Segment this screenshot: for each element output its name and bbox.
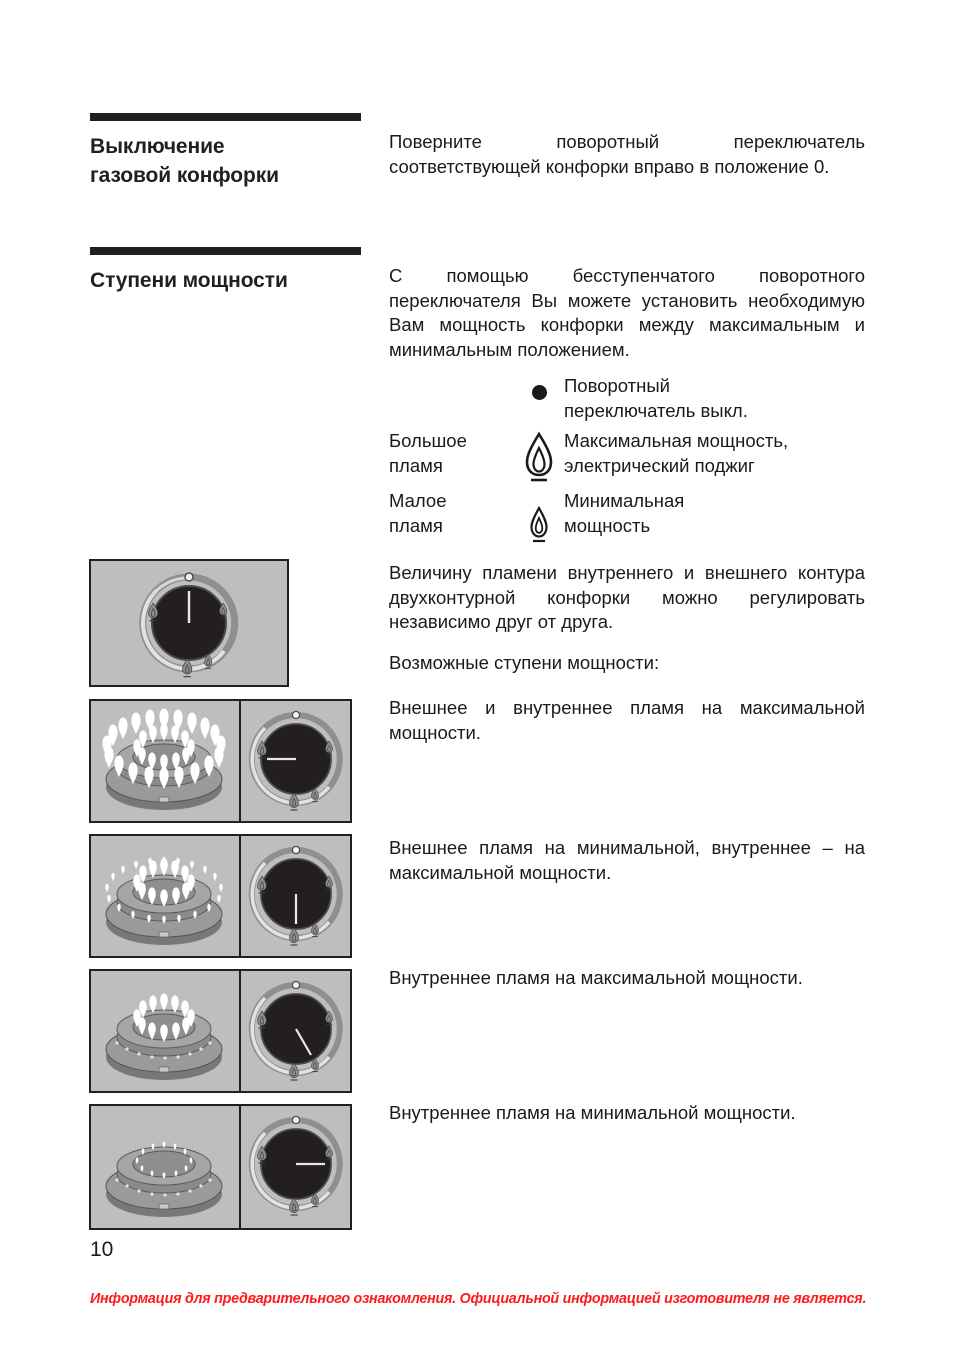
symbol-legend [389, 374, 865, 555]
legend-small-flame-symbol [514, 489, 564, 549]
knob-illustration-outer-min-inner-max [241, 836, 352, 956]
small-flame-icon [522, 497, 556, 549]
legend-off-description-line2: переключатель выкл. [564, 399, 748, 421]
legend-large-flame-description-line2: электрический поджиг [564, 454, 755, 476]
section-heading-1 [90, 132, 380, 190]
section-heading-2-line1: Ступени мощности [90, 269, 288, 292]
legend-large-flame-description-line1: Максимальная мощность, [564, 430, 789, 451]
page-number: 10 [90, 1238, 114, 1261]
section-heading-1-line1: Выключение [90, 135, 225, 158]
section-heading-1-line2: газовой конфорки [90, 164, 279, 187]
legend-row-large-flame [389, 429, 865, 483]
figure-inner-min [89, 1104, 352, 1230]
paragraph-level-3 [389, 966, 865, 991]
figure-outer-max-inner-max [89, 699, 352, 823]
burner-illustration-inner-min [91, 1106, 237, 1228]
section-body-2-text: С помощью бесступенчатого поворотного переключателя Вы можете установить необходимую Вам мощность конфорки между максимальным и минимальным положением. [389, 265, 865, 360]
dot-icon [532, 385, 547, 400]
section-body-2 [389, 264, 865, 362]
knob-illustration-inner-max [241, 971, 352, 1091]
paragraph-possible-levels-text: Возможные ступени мощности: [389, 652, 660, 673]
knob-illustration-inner-min [241, 1106, 352, 1228]
section-body-1-text: Поверните поворотный переключатель соответствующей конфорки вправо в положение 0. [389, 131, 865, 177]
legend-off-description [564, 374, 865, 423]
paragraph-level-1 [389, 696, 865, 745]
section-body-1 [389, 130, 865, 179]
paragraph-possible-levels [389, 651, 865, 676]
legend-large-flame-symbol [514, 429, 564, 483]
knob-illustration-outer-max-inner-max [241, 701, 352, 821]
section-rule-2 [90, 247, 361, 255]
section-heading-2 [90, 266, 380, 295]
disclaimer-text: Информация для предварительного ознакомления. Официальной информацией изготовителя не является. [90, 1291, 867, 1307]
figure-outer-min-inner-max [89, 834, 352, 958]
large-flame-icon [522, 431, 556, 483]
knob-overview-illustration [91, 561, 287, 685]
paragraph-regulation-text: Величину пламени внутреннего и внешнего контура двухконтурной конфорки можно регулировать независимо друг от друга. [389, 562, 865, 632]
legend-small-flame-description [564, 489, 865, 538]
legend-small-flame-description-line1: Минимальная [564, 490, 685, 511]
figure-knob-overview [89, 559, 289, 687]
paragraph-level-4 [389, 1101, 865, 1126]
legend-large-flame-left-line2: пламя [389, 454, 443, 476]
legend-large-flame-left-line1: Большое [389, 430, 467, 451]
paragraph-level-1-text: Внешнее и внутреннее пламя на максимальной мощности. [389, 697, 865, 743]
legend-large-flame-left-label [389, 429, 514, 478]
legend-off-symbol [514, 374, 564, 400]
paragraph-level-3-text: Внутреннее пламя на максимальной мощности. [389, 967, 803, 988]
legend-small-flame-left-label [389, 489, 514, 538]
section-rule-1 [90, 113, 361, 121]
paragraph-level-4-text: Внутреннее пламя на минимальной мощности. [389, 1102, 796, 1123]
paragraph-regulation [389, 561, 865, 635]
burner-illustration-inner-max [91, 971, 237, 1091]
burner-illustration-outer-max-inner-max [91, 701, 237, 821]
burner-illustration-outer-min-inner-max [91, 836, 237, 956]
figure-inner-max [89, 969, 352, 1093]
paragraph-level-2 [389, 836, 865, 885]
legend-large-flame-description [564, 429, 865, 478]
paragraph-level-2-text: Внешнее пламя на минимальной, внутреннее – на максимальной мощности. [389, 837, 865, 883]
legend-row-off [389, 374, 865, 423]
legend-off-description-line1: Поворотный [564, 375, 670, 396]
legend-row-small-flame [389, 489, 865, 549]
legend-small-flame-left-line1: Малое [389, 490, 447, 511]
legend-small-flame-left-line2: пламя [389, 514, 443, 536]
legend-small-flame-description-line2: мощность [564, 514, 651, 536]
